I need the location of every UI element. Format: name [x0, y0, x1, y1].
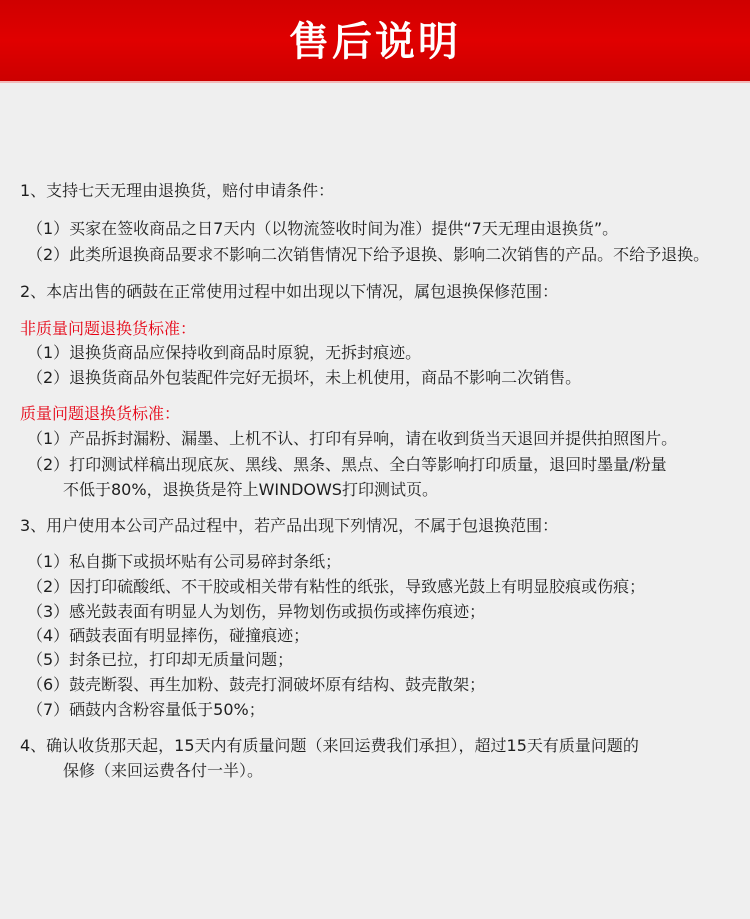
list-item: （5）封条已拉，打印却无质量问题； — [27, 650, 294, 669]
list-item: （2）因打印硫酸纸、不干胶或相关带有粘性的纸张，导致感光鼓上有明显胶痕或伤痕； — [27, 577, 646, 596]
list-item: （1）退换货商品应保持收到商品时原貌，无拆封痕迹。 — [27, 343, 422, 362]
page-title: 售后说明 — [289, 19, 461, 65]
list-item: （1）买家在签收商品之日7天内（以物流签收时间为准）提供“7天无理由退换货”。 — [27, 219, 619, 238]
list-item: （2）此类所退换商品要求不影响二次销售情况下给予退换、影响二次销售的产品。不给予退换。 — [27, 245, 710, 264]
header-banner — [0, 0, 750, 83]
quality-label: 质量问题退换货标准： — [20, 404, 181, 423]
section-1-heading: 1、支持七天无理由退换货，赔付申请条件： — [20, 181, 335, 200]
list-item: （7）硒鼓内含粉容量低于50%； — [27, 700, 265, 719]
section-2-heading: 2、本店出售的硒鼓在正常使用过程中如出现以下情况，属包退换保修范围： — [20, 282, 559, 301]
list-item: （2）打印测试样稿出现底灰、黑线、黑条、黑点、全白等影响打印质量，退回时墨量/粉量 — [27, 455, 667, 474]
list-item: （3）感光鼓表面有明显人为划伤，异物划伤或损伤或摔伤痕迹； — [27, 602, 486, 621]
list-item: （4）硒鼓表面有明显摔伤，碰撞痕迹； — [27, 626, 310, 645]
nonquality-label: 非质量问题退换货标准： — [20, 319, 197, 338]
section-4-continuation: 保修（来回运费各付一半）。 — [63, 761, 264, 780]
list-item-continuation: 不低于80%，退换货是符上WINDOWS打印测试页。 — [63, 480, 438, 499]
section-4-heading: 4、确认收货那天起，15天内有质量问题（来回运费我们承担），超过15天有质量问题的 — [20, 736, 639, 755]
list-item: （6）鼓壳断裂、再生加粉、鼓壳打洞破坏原有结构、鼓壳散架； — [27, 675, 486, 694]
list-item: （1）产品拆封漏粉、漏墨、上机不认、打印有异响，请在收到货当天退回并提供拍照图片。 — [27, 429, 678, 448]
list-item: （1）私自撕下或损坏贴有公司易碎封条纸； — [27, 552, 342, 571]
section-3-heading: 3、用户使用本公司产品过程中，若产品出现下列情况，不属于包退换范围： — [20, 516, 559, 535]
list-item: （2）退换货商品外包装配件完好无损坏，未上机使用，商品不影响二次销售。 — [27, 368, 582, 387]
